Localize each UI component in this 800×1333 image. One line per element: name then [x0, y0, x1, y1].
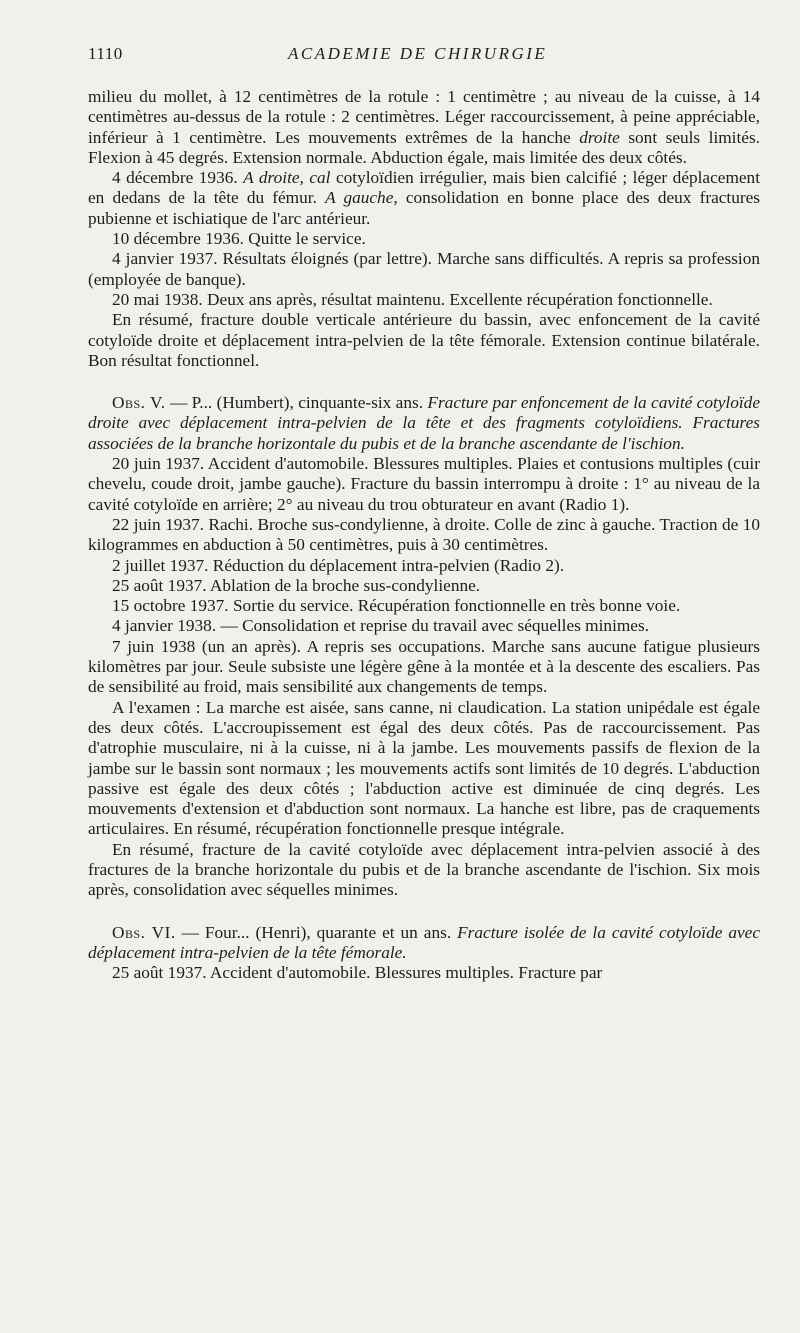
observation-heading: Obs. V. — P... (Humbert), cinquante-six ans. Fracture par enfoncement de la cavité cotyloïde droite avec déplacement intra-pelvien de la tête et des fragments cotyloïdiens. Fractures associées de la branche horizontale du pubis et de la branche ascendante de l'ischion.: [88, 393, 760, 453]
paragraph: 4 décembre 1936. A droite, cal cotyloïdien irrégulier, mais bien calcifié ; léger déplacement en dedans de la tête du fémur. A gauche, consolidation en bonne place des deux fractures pubienne et ischiatique de l'arc antérieur.: [88, 168, 761, 228]
observation-heading: Obs. VI. — Four... (Henri), quarante et un ans. Fracture isolée de la cavité cotyloïde avec déplacement intra-pelvien de la tête fémorale.: [88, 922, 760, 962]
paragraph: milieu du mollet, à 12 centimètres de la rotule : 1 centimètre ; au niveau de la cuisse, à 14 centimètres au-dessus de la rotule : 2 centimètres. Léger raccourcissement, à peine appréciable, inférieur à 1 centimètre. Les mouvements extrêmes de la hanche droite sont seuls limités. Flexion à 45 degrés. Extension normale. Abduction égale, mais limitée des deux côtés.: [88, 87, 761, 167]
paragraph: En résumé, fracture de la cavité cotyloïde avec déplacement intra-pelvien associé à des fractures de la branche horizontale du pubis et de la branche ascendante de l'ischion. Six mois après, consolidation avec séquelles minimes.: [88, 839, 760, 900]
paragraph: 25 août 1937. Accident d'automobile. Blessures multiples. Fracture par: [112, 963, 603, 983]
paragraph: 2 juillet 1937. Réduction du déplacement intra-pelvien (Radio 2).: [112, 555, 565, 575]
paragraph: 4 janvier 1937. Résultats éloignés (par lettre). Marche sans difficultés. A repris sa profession (employée de banque).: [88, 249, 760, 289]
paragraph: A l'examen : La marche est aisée, sans canne, ni claudication. La station unipédale est égale des deux côtés. L'accroupissement est égal des deux côtés. Pas de raccourcissement. Pas d'atrophie musculaire, ni à la cuisse, ni à la jambe. Les mouvements passifs de flexion de la jambe sur le bassin sont normaux ; les mouvements actifs sont limités de 10 degrés. L'abduction passive est égale des deux côtés ; l'abduction active est diminuée de cinq degrés. Les mouvements d'extension et d'abduction sont normaux. La hanche est libre, pas de craquements articulaires. En résumé, récupération fonctionnelle presque intégrale.: [88, 697, 760, 839]
paragraph: En résumé, fracture double verticale antérieure du bassin, avec enfoncement de la cavité cotyloïde droite et déplacement intra-pelvien de la tête fémorale. Extension continue bilatérale. Bon résultat fonctionnel.: [88, 310, 760, 370]
paragraph: 7 juin 1938 (un an après). A repris ses occupations. Marche sans aucune fatigue plusieurs kilomètres par jour. Seule subsiste une légère gêne à la montée et à la descente des escaliers. Pas de sensibilité au froid, mais sensibilité aux changements de temps.: [88, 636, 760, 697]
paragraph: 20 juin 1937. Accident d'automobile. Blessures multiples. Plaies et contusions multiples (cuir chevelu, coude droit, jambe gauche). Fracture du bassin interrompu à droite : 1° au niveau de la cavité cotyloïde en arrière; 2° au niveau du trou obturateur en avant (Radio 1).: [88, 454, 760, 514]
paragraph: 25 août 1937. Ablation de la broche sus-condylienne.: [112, 575, 481, 595]
paragraph: 20 mai 1938. Deux ans après, résultat maintenu. Excellente récupération fonctionnelle.: [112, 289, 713, 309]
observation-title: Fracture par enfoncement de la cavité cotyloïde droite avec déplacement intra-pelvien de la tête et des fragments cotyloïdiens. Fractures associées de la branche horizontale du pubis et de la branche ascendante de l'ischion.: [88, 393, 760, 453]
body-text: [88, 87, 760, 983]
paragraph: 4 janvier 1938. — Consolidation et reprise du travail avec séquelles minimes.: [112, 616, 650, 636]
observation-title: Fracture isolée de la cavité cotyloïde avec déplacement intra-pelvien de la tête fémorale.: [88, 922, 760, 962]
observation-label: Obs. VI.: [112, 922, 176, 942]
paragraph: 15 octobre 1937. Sortie du service. Récupération fonctionnelle en très bonne voie.: [112, 596, 681, 616]
observation-label: Obs. V.: [112, 393, 166, 413]
paragraph: 22 juin 1937. Rachi. Broche sus-condylienne, à droite. Colle de zinc à gauche. Traction de 10 kilogrammes en abduction à 50 centimètres, puis à 30 centimètres.: [88, 514, 760, 555]
paragraph: 10 décembre 1936. Quitte le service.: [112, 229, 366, 249]
page-header: [88, 44, 760, 70]
page-number: 1110: [88, 44, 123, 63]
running-title: ACADEMIE DE CHIRURGIE: [288, 44, 548, 63]
